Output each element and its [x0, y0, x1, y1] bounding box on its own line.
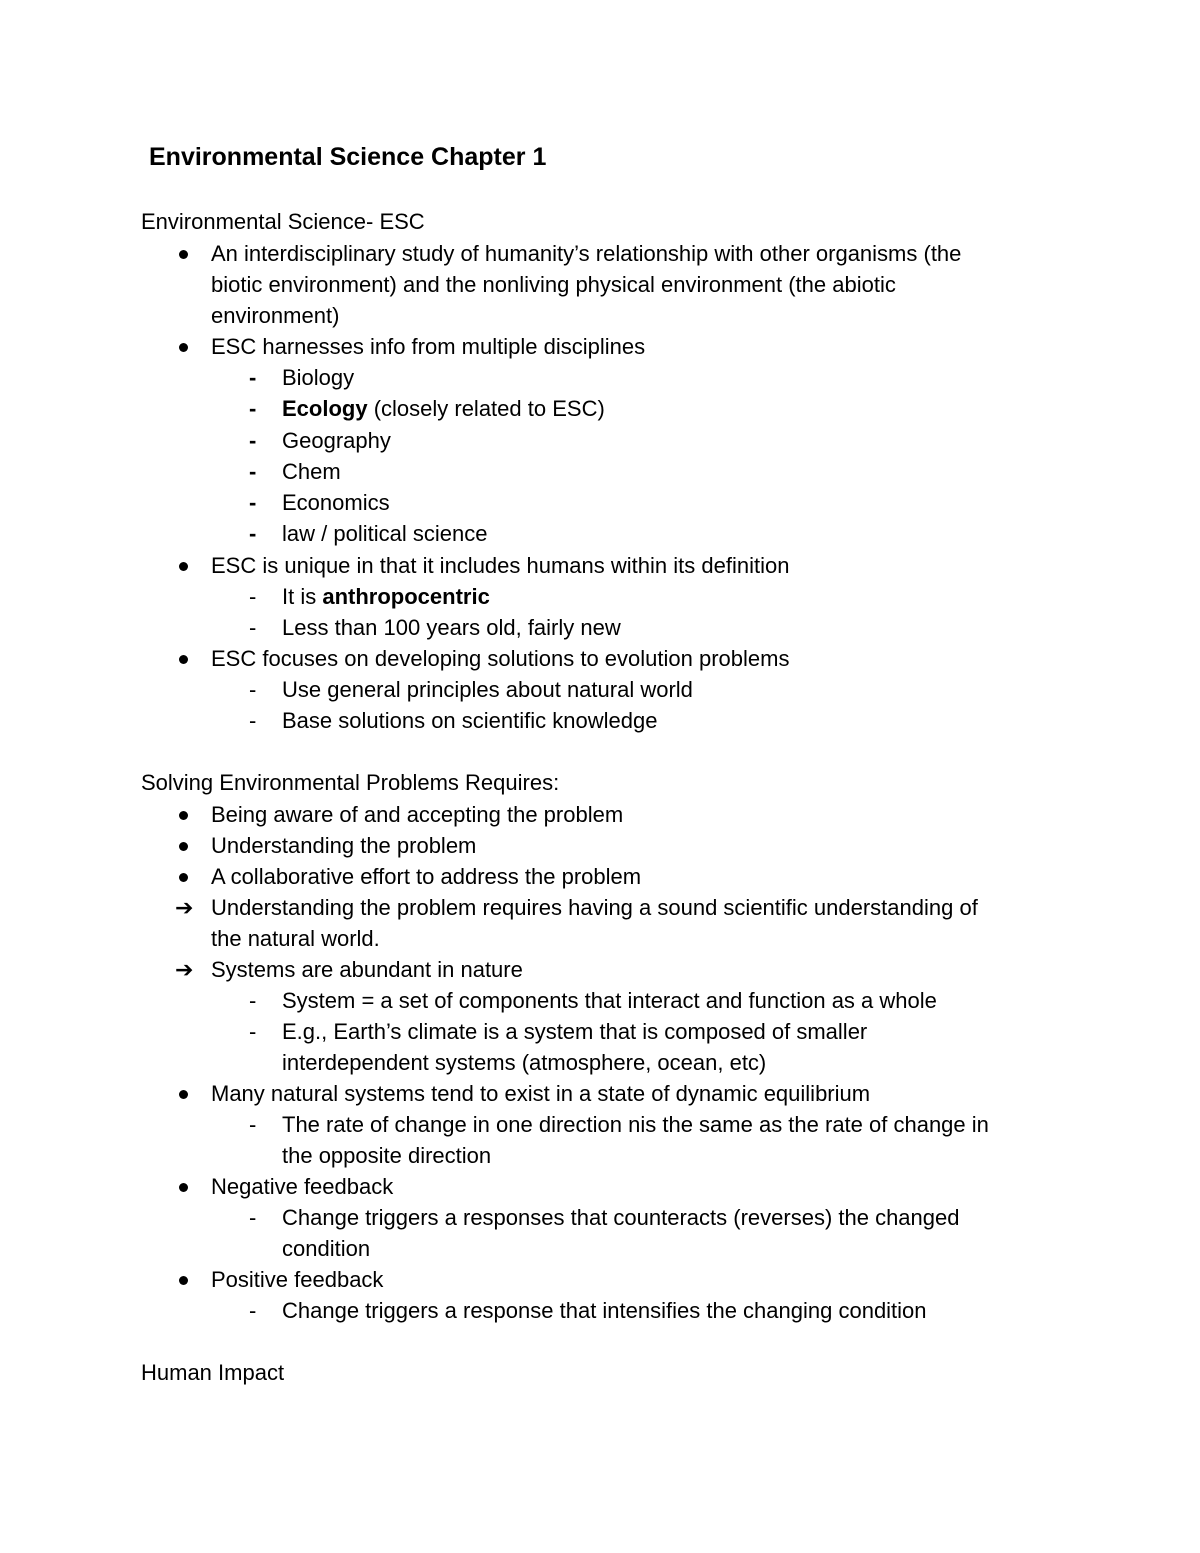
dash-marker: - — [249, 1019, 257, 1044]
bullet-dot — [179, 1183, 188, 1192]
sub-list-item: System = a set of components that interact and function as a whole — [282, 988, 937, 1013]
sub-list-item: Chem — [282, 459, 341, 484]
list-item: ESC focuses on developing solutions to evolution problems — [211, 646, 790, 671]
dash-marker: - — [249, 365, 257, 390]
document-title: Environmental Science Chapter 1 — [149, 143, 547, 171]
sub-list-item: E.g., Earth’s climate is a system that is composed of smaller — [282, 1019, 868, 1044]
list-item: Understanding the problem — [211, 833, 477, 858]
dash-marker: - — [249, 396, 257, 421]
list-item: Negative feedback — [211, 1174, 394, 1199]
sub-list-item: Economics — [282, 490, 390, 515]
dash-marker: - — [249, 615, 257, 640]
dash-marker: - — [249, 459, 257, 484]
sub-list-item — [282, 393, 605, 424]
bullet-dot — [179, 873, 188, 882]
sub-list-item-text: (closely related to ESC) — [367, 396, 605, 421]
sub-list-item: Base solutions on scientific knowledge — [282, 708, 658, 733]
bullet-dot — [179, 1276, 188, 1285]
list-item: ESC is unique in that it includes humans within its definition — [211, 553, 790, 578]
list-item-continuation: environment) — [211, 303, 340, 328]
list-item-continuation: biotic environment) and the nonliving physical environment (the abiotic — [211, 272, 896, 297]
sub-list-item: Use general principles about natural world — [282, 677, 693, 702]
arrow-icon: ➔ — [175, 895, 194, 920]
sub-list-item: Change triggers a responses that counteracts (reverses) the changed — [282, 1205, 960, 1230]
dash-marker: - — [249, 708, 257, 733]
sub-list-item-continuation: the opposite direction — [282, 1143, 492, 1168]
sub-list-item — [282, 581, 490, 612]
sub-list-item: Biology — [282, 365, 355, 390]
dash-marker: - — [249, 521, 257, 546]
dash-marker: - — [249, 1205, 257, 1230]
sub-list-item-continuation: condition — [282, 1236, 371, 1261]
bullet-dot — [179, 1090, 188, 1099]
section-heading-solving: Solving Environmental Problems Requires: — [141, 770, 560, 795]
bullet-dot — [179, 811, 188, 820]
bullet-dot — [179, 250, 188, 259]
bullet-dot — [179, 562, 188, 571]
dash-marker: - — [249, 428, 257, 453]
arrow-icon: ➔ — [175, 957, 194, 982]
section-heading-human-impact: Human Impact — [141, 1360, 285, 1385]
list-item: A collaborative effort to address the problem — [211, 864, 642, 889]
bold-term-anthropocentric: anthropocentric — [322, 584, 490, 609]
sub-list-item: Less than 100 years old, fairly new — [282, 615, 621, 640]
sub-list-item-continuation: interdependent systems (atmosphere, ocean, etc) — [282, 1050, 767, 1075]
list-item: Understanding the problem requires having a sound scientific understanding of — [211, 895, 978, 920]
dash-marker: - — [249, 490, 257, 515]
dash-marker: - — [249, 988, 257, 1013]
sub-list-item: The rate of change in one direction nis the same as the rate of change in — [282, 1112, 989, 1137]
sub-list-item: law / political science — [282, 521, 488, 546]
dash-marker: - — [249, 677, 257, 702]
list-item: An interdisciplinary study of humanity’s relationship with other organisms (the — [211, 241, 962, 266]
section-heading-esc: Environmental Science- ESC — [141, 209, 425, 234]
sub-list-item: Geography — [282, 428, 391, 453]
bold-term-ecology: Ecology — [282, 396, 368, 421]
bullet-dot — [179, 343, 188, 352]
bullet-dot — [179, 655, 188, 664]
list-item-continuation: the natural world. — [211, 926, 380, 951]
sub-list-item-text: It is — [282, 584, 323, 609]
sub-list-item: Change triggers a response that intensifies the changing condition — [282, 1298, 927, 1323]
list-item: Being aware of and accepting the problem — [211, 802, 624, 827]
bullet-dot — [179, 842, 188, 851]
list-item: ESC harnesses info from multiple disciplines — [211, 334, 646, 359]
dash-marker: - — [249, 584, 257, 609]
list-item: Many natural systems tend to exist in a state of dynamic equilibrium — [211, 1081, 871, 1106]
list-item: Systems are abundant in nature — [211, 957, 523, 982]
dash-marker: - — [249, 1112, 257, 1137]
list-item: Positive feedback — [211, 1267, 384, 1292]
dash-marker: - — [249, 1298, 257, 1323]
